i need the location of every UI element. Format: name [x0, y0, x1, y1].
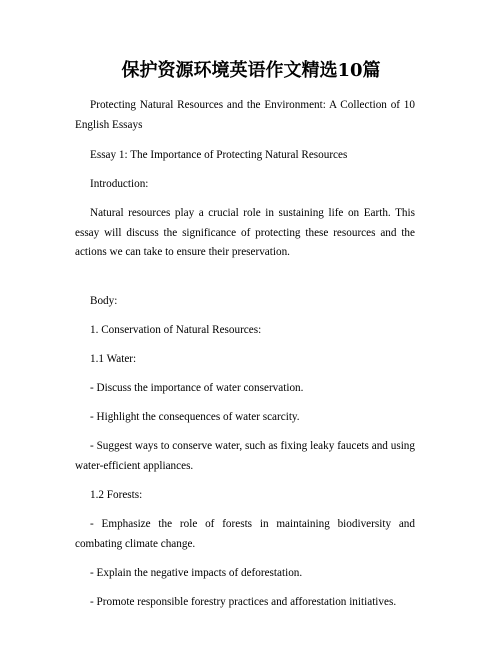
list-heading-conservation: 1. Conservation of Natural Resources: — [90, 324, 262, 336]
section-heading-introduction: Introduction: — [90, 178, 149, 190]
document-title: 保护资源环境英语作文精选10篇 — [121, 60, 381, 81]
bullet-water-suggestions: - Suggest ways to conserve water, such as fixing leaky faucets and using water-efficient appliances. — [75, 440, 415, 472]
list-subheading-forests: 1.2 Forests: — [90, 489, 143, 501]
bullet-deforestation: - Explain the negative impacts of deforestation. — [90, 567, 303, 579]
introduction-paragraph: Natural resources play a crucial role in sustaining life on Earth. This essay will discuss the significance of protecting these resources and the actions we can take to ensure their preservation. — [75, 207, 415, 258]
bullet-forests-role: - Emphasize the role of forests in maintaining biodiversity and combating climate change. — [75, 518, 415, 550]
bullet-forestry-practices: - Promote responsible forestry practices and afforestation initiatives. — [90, 596, 397, 608]
section-heading-body: Body: — [90, 295, 118, 307]
bullet-water-importance: - Discuss the importance of water conservation. — [90, 382, 304, 394]
subtitle-paragraph: Protecting Natural Resources and the Environment: A Collection of 10 English Essays — [75, 99, 415, 131]
essay-heading: Essay 1: The Importance of Protecting Natural Resources — [90, 149, 348, 161]
bullet-water-scarcity: - Highlight the consequences of water scarcity. — [90, 411, 300, 423]
list-subheading-water: 1.1 Water: — [90, 353, 137, 365]
